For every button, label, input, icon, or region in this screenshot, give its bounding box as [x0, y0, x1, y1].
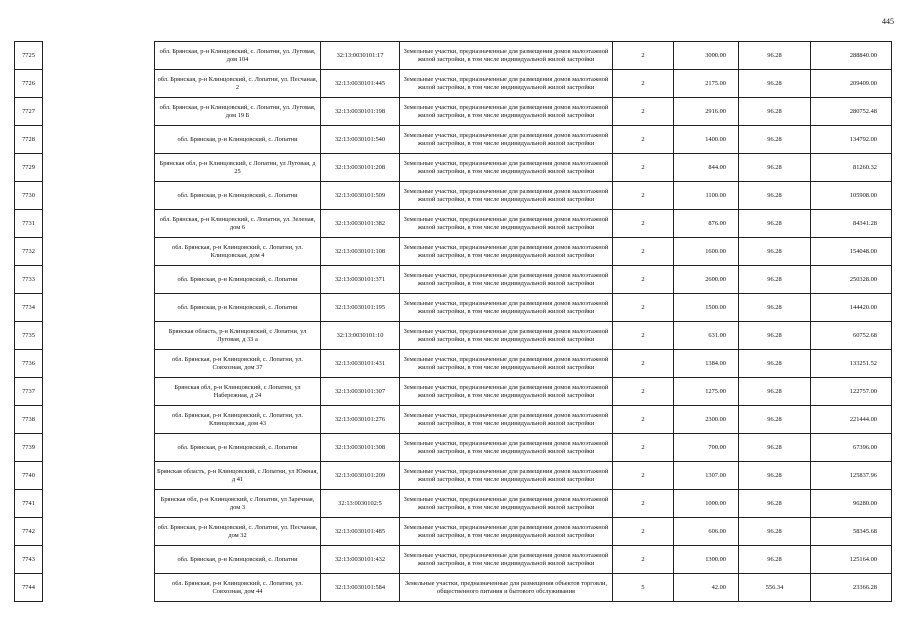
row-number-cell: 7737 [15, 378, 43, 406]
row-number-cell: 7741 [15, 490, 43, 518]
row-number-cell: 7743 [15, 546, 43, 574]
address-cell: обл. Брянская, р-н Клинцовский, с. Лопатни, ул. Зеленая, дом 6 [155, 210, 321, 238]
specific-value-cell: 96.28 [739, 546, 811, 574]
cadastral-value-cell: 144420.00 [811, 294, 892, 322]
specific-value-cell: 96.28 [739, 70, 811, 98]
land-use-cell: Земельные участки, предназначенные для размещения домов малоэтажной жилой застройки, в том числе индивидуальной жилой застройки [400, 238, 613, 266]
area-cell: 42.00 [674, 574, 739, 602]
cadastral-number-cell: 32:13:0030101:308 [321, 434, 400, 462]
cadastral-value-cell: 23366.28 [811, 574, 892, 602]
row-number-cell: 7738 [15, 406, 43, 434]
spacer-cell [43, 266, 155, 294]
address-cell: Брянская обл, р-н Клинцовский, с Лопатни, ул Заречная, дом 3 [155, 490, 321, 518]
land-use-cell: Земельные участки, предназначенные для размещения объектов торговли, общественного питания и бытового обслуживания [400, 574, 613, 602]
cadastral-value-cell: 125164.00 [811, 546, 892, 574]
row-number-cell: 7727 [15, 98, 43, 126]
spacer-cell [43, 546, 155, 574]
spacer-cell [43, 350, 155, 378]
cadastral-number-cell: 32:13:0030101:10 [321, 322, 400, 350]
land-use-cell: Земельные участки, предназначенные для размещения домов малоэтажной жилой застройки, в том числе индивидуальной жилой застройки [400, 154, 613, 182]
row-number-cell: 7740 [15, 462, 43, 490]
specific-value-cell: 96.28 [739, 266, 811, 294]
table-row [15, 350, 892, 378]
area-cell: 1500.00 [674, 294, 739, 322]
cadastral-value-cell: 67396.00 [811, 434, 892, 462]
specific-value-cell: 96.28 [739, 154, 811, 182]
address-cell: Брянская область, р-н Клинцовский, с Лопатни, ул Луговая, д 33 а [155, 322, 321, 350]
specific-value-cell: 96.28 [739, 378, 811, 406]
cadastral-number-cell: 32:13:0030101:509 [321, 182, 400, 210]
area-cell: 700.00 [674, 434, 739, 462]
group-code-cell: 2 [613, 294, 674, 322]
table-row [15, 574, 892, 602]
specific-value-cell: 96.28 [739, 182, 811, 210]
address-cell: Брянская обл, р-н Клинцовский, с Лопатни, ул Луговая, д 25 [155, 154, 321, 182]
cadastral-number-cell: 32:13:0030101:432 [321, 546, 400, 574]
group-code-cell: 2 [613, 98, 674, 126]
address-cell: обл. Брянская, р-н Клинцовский, с. Лопатни, ул. Луговая, дом 19 Б [155, 98, 321, 126]
land-use-cell: Земельные участки, предназначенные для размещения домов малоэтажной жилой застройки, в том числе индивидуальной жилой застройки [400, 42, 613, 70]
table-row [15, 294, 892, 322]
area-cell: 1100.00 [674, 182, 739, 210]
cadastral-value-cell: 81260.32 [811, 154, 892, 182]
area-cell: 2175.00 [674, 70, 739, 98]
specific-value-cell: 96.28 [739, 294, 811, 322]
cadastral-value-cell: 58345.68 [811, 518, 892, 546]
group-code-cell: 5 [613, 574, 674, 602]
land-use-cell: Земельные участки, предназначенные для размещения домов малоэтажной жилой застройки, в том числе индивидуальной жилой застройки [400, 182, 613, 210]
area-cell: 1000.00 [674, 490, 739, 518]
cadastral-value-cell: 60752.68 [811, 322, 892, 350]
row-number-cell: 7732 [15, 238, 43, 266]
group-code-cell: 2 [613, 462, 674, 490]
row-number-cell: 7731 [15, 210, 43, 238]
cadastral-value-cell: 221444.00 [811, 406, 892, 434]
cadastral-value-cell: 125837.96 [811, 462, 892, 490]
row-number-cell: 7730 [15, 182, 43, 210]
cadastral-value-cell: 250328.00 [811, 266, 892, 294]
row-number-cell: 7733 [15, 266, 43, 294]
land-use-cell: Земельные участки, предназначенные для размещения домов малоэтажной жилой застройки, в том числе индивидуальной жилой застройки [400, 294, 613, 322]
table-row [15, 406, 892, 434]
land-use-cell: Земельные участки, предназначенные для размещения домов малоэтажной жилой застройки, в том числе индивидуальной жилой застройки [400, 322, 613, 350]
address-cell: обл. Брянская, р-н Клинцовский, с. Лопатни, ул. Песчаная, дом 32 [155, 518, 321, 546]
specific-value-cell: 96.28 [739, 462, 811, 490]
group-code-cell: 2 [613, 70, 674, 98]
cadastral-number-cell: 32:13:0030101:276 [321, 406, 400, 434]
cadastral-number-cell: 32:13:0030101:209 [321, 462, 400, 490]
cadastral-value-cell: 154048.00 [811, 238, 892, 266]
spacer-cell [43, 322, 155, 350]
address-cell: обл. Брянская, р-н Клинцовский, с. Лопатни, ул. Совхозная, дом 44 [155, 574, 321, 602]
address-cell: обл. Брянская, р-н Клинцовский, с. Лопатни, ул. Луговая, дом 104 [155, 42, 321, 70]
land-use-cell: Земельные участки, предназначенные для размещения домов малоэтажной жилой застройки, в том числе индивидуальной жилой застройки [400, 70, 613, 98]
cadastral-value-cell: 105908.00 [811, 182, 892, 210]
cadastral-value-cell: 134792.00 [811, 126, 892, 154]
specific-value-cell: 96.28 [739, 42, 811, 70]
address-cell: обл. Брянская, р-н Клинцовский, с. Лопатни [155, 182, 321, 210]
table-row [15, 182, 892, 210]
specific-value-cell: 96.28 [739, 518, 811, 546]
table-row [15, 322, 892, 350]
cadastral-number-cell: 32:13:0030101:17 [321, 42, 400, 70]
row-number-cell: 7739 [15, 434, 43, 462]
table-body [15, 42, 892, 602]
specific-value-cell: 96.28 [739, 126, 811, 154]
table-row [15, 266, 892, 294]
group-code-cell: 2 [613, 210, 674, 238]
specific-value-cell: 556.34 [739, 574, 811, 602]
cadastral-number-cell: 32:13:0030101:198 [321, 98, 400, 126]
area-cell: 1600.00 [674, 238, 739, 266]
address-cell: обл. Брянская, р-н Клинцовский, с. Лопатни, ул. Клинцовская, дом 43 [155, 406, 321, 434]
group-code-cell: 2 [613, 518, 674, 546]
cadastral-number-cell: 32:13:0030101:431 [321, 350, 400, 378]
group-code-cell: 2 [613, 378, 674, 406]
spacer-cell [43, 126, 155, 154]
group-code-cell: 2 [613, 126, 674, 154]
address-cell: Брянская область, р-н Клинцовский, с Лопатни, ул Южная, д 41 [155, 462, 321, 490]
group-code-cell: 2 [613, 266, 674, 294]
cadastral-number-cell: 32:13:0030101:208 [321, 154, 400, 182]
spacer-cell [43, 294, 155, 322]
cadastral-number-cell: 32:13:0030101:382 [321, 210, 400, 238]
cadastral-value-cell: 133251.52 [811, 350, 892, 378]
spacer-cell [43, 210, 155, 238]
area-cell: 1275.00 [674, 378, 739, 406]
area-cell: 2600.00 [674, 266, 739, 294]
land-use-cell: Земельные участки, предназначенные для размещения домов малоэтажной жилой застройки, в том числе индивидуальной жилой застройки [400, 490, 613, 518]
area-cell: 2916.00 [674, 98, 739, 126]
area-cell: 1400.00 [674, 126, 739, 154]
spacer-cell [43, 238, 155, 266]
table-row [15, 126, 892, 154]
table-row [15, 462, 892, 490]
table-row [15, 98, 892, 126]
area-cell: 1300.00 [674, 546, 739, 574]
specific-value-cell: 96.28 [739, 98, 811, 126]
address-cell: обл. Брянская, р-н Клинцовский, с. Лопатни [155, 266, 321, 294]
specific-value-cell: 96.28 [739, 322, 811, 350]
cadastral-value-cell: 288840.00 [811, 42, 892, 70]
page-number: 445 [882, 17, 894, 26]
land-use-cell: Земельные участки, предназначенные для размещения домов малоэтажной жилой застройки, в том числе индивидуальной жилой застройки [400, 98, 613, 126]
area-cell: 2300.00 [674, 406, 739, 434]
cadastral-number-cell: 32:13:0030101:584 [321, 574, 400, 602]
group-code-cell: 2 [613, 322, 674, 350]
table-row [15, 378, 892, 406]
address-cell: обл. Брянская, р-н Клинцовский, с. Лопатни [155, 294, 321, 322]
spacer-cell [43, 490, 155, 518]
address-cell: обл. Брянская, р-н Клинцовский, с. Лопатни [155, 434, 321, 462]
spacer-cell [43, 462, 155, 490]
cadastral-number-cell: 32:13:0030101:485 [321, 518, 400, 546]
cadastral-number-cell: 32:13:0030101:195 [321, 294, 400, 322]
table-row [15, 42, 892, 70]
land-use-cell: Земельные участки, предназначенные для размещения домов малоэтажной жилой застройки, в том числе индивидуальной жилой застройки [400, 406, 613, 434]
group-code-cell: 2 [613, 434, 674, 462]
land-use-cell: Земельные участки, предназначенные для размещения домов малоэтажной жилой застройки, в том числе индивидуальной жилой застройки [400, 546, 613, 574]
area-cell: 3000.00 [674, 42, 739, 70]
area-cell: 844.00 [674, 154, 739, 182]
group-code-cell: 2 [613, 154, 674, 182]
group-code-cell: 2 [613, 238, 674, 266]
group-code-cell: 2 [613, 182, 674, 210]
cadastral-number-cell: 32:13:0030101:307 [321, 378, 400, 406]
land-use-cell: Земельные участки, предназначенные для размещения домов малоэтажной жилой застройки, в том числе индивидуальной жилой застройки [400, 518, 613, 546]
land-use-cell: Земельные участки, предназначенные для размещения домов малоэтажной жилой застройки, в том числе индивидуальной жилой застройки [400, 378, 613, 406]
spacer-cell [43, 518, 155, 546]
specific-value-cell: 96.28 [739, 434, 811, 462]
spacer-cell [43, 182, 155, 210]
cadastral-value-cell: 96280.00 [811, 490, 892, 518]
specific-value-cell: 96.28 [739, 238, 811, 266]
row-number-cell: 7742 [15, 518, 43, 546]
table-row [15, 154, 892, 182]
group-code-cell: 2 [613, 546, 674, 574]
row-number-cell: 7726 [15, 70, 43, 98]
spacer-cell [43, 98, 155, 126]
spacer-cell [43, 42, 155, 70]
land-use-cell: Земельные участки, предназначенные для размещения домов малоэтажной жилой застройки, в том числе индивидуальной жилой застройки [400, 266, 613, 294]
address-cell: обл. Брянская, р-н Клинцовский, с. Лопатни [155, 126, 321, 154]
cadastral-value-cell: 84341.28 [811, 210, 892, 238]
spacer-cell [43, 154, 155, 182]
table-row [15, 70, 892, 98]
land-use-cell: Земельные участки, предназначенные для размещения домов малоэтажной жилой застройки, в том числе индивидуальной жилой застройки [400, 210, 613, 238]
address-cell: обл. Брянская, р-н Клинцовский, с. Лопатни, ул. Песчаная, 2 [155, 70, 321, 98]
spacer-cell [43, 434, 155, 462]
area-cell: 1384.00 [674, 350, 739, 378]
row-number-cell: 7728 [15, 126, 43, 154]
address-cell: обл. Брянская, р-н Клинцовский, с. Лопатни [155, 546, 321, 574]
area-cell: 876.00 [674, 210, 739, 238]
area-cell: 606.00 [674, 518, 739, 546]
specific-value-cell: 96.28 [739, 406, 811, 434]
cadastral-number-cell: 32:13:0030101:371 [321, 266, 400, 294]
address-cell: Брянская обл, р-н Клинцовский, с Лопатни, ул Набережная, д 24 [155, 378, 321, 406]
spacer-cell [43, 406, 155, 434]
group-code-cell: 2 [613, 406, 674, 434]
row-number-cell: 7736 [15, 350, 43, 378]
cadastral-value-table [14, 41, 892, 602]
spacer-cell [43, 70, 155, 98]
row-number-cell: 7735 [15, 322, 43, 350]
cadastral-value-cell: 209409.00 [811, 70, 892, 98]
land-use-cell: Земельные участки, предназначенные для размещения домов малоэтажной жилой застройки, в том числе индивидуальной жилой застройки [400, 434, 613, 462]
specific-value-cell: 96.28 [739, 210, 811, 238]
spacer-cell [43, 574, 155, 602]
cadastral-number-cell: 32:13:0030102:5 [321, 490, 400, 518]
address-cell: обл. Брянская, р-н Клинцовский, с. Лопатни, ул. Клинцовская, дом 4 [155, 238, 321, 266]
cadastral-number-cell: 32:13:0030101:445 [321, 70, 400, 98]
cadastral-value-cell: 280752.48 [811, 98, 892, 126]
cadastral-number-cell: 32:13:0030101:108 [321, 238, 400, 266]
table-row [15, 546, 892, 574]
row-number-cell: 7725 [15, 42, 43, 70]
table-row [15, 490, 892, 518]
group-code-cell: 2 [613, 490, 674, 518]
spacer-cell [43, 378, 155, 406]
row-number-cell: 7734 [15, 294, 43, 322]
land-use-cell: Земельные участки, предназначенные для размещения домов малоэтажной жилой застройки, в том числе индивидуальной жилой застройки [400, 350, 613, 378]
table-row [15, 518, 892, 546]
specific-value-cell: 96.28 [739, 490, 811, 518]
group-code-cell: 2 [613, 350, 674, 378]
group-code-cell: 2 [613, 42, 674, 70]
row-number-cell: 7744 [15, 574, 43, 602]
land-use-cell: Земельные участки, предназначенные для размещения домов малоэтажной жилой застройки, в том числе индивидуальной жилой застройки [400, 462, 613, 490]
cadastral-value-cell: 122757.00 [811, 378, 892, 406]
specific-value-cell: 96.28 [739, 350, 811, 378]
area-cell: 631.00 [674, 322, 739, 350]
table-row [15, 238, 892, 266]
row-number-cell: 7729 [15, 154, 43, 182]
cadastral-number-cell: 32:13:0030101:540 [321, 126, 400, 154]
land-use-cell: Земельные участки, предназначенные для размещения домов малоэтажной жилой застройки, в том числе индивидуальной жилой застройки [400, 126, 613, 154]
address-cell: обл. Брянская, р-н Клинцовский, с. Лопатни, ул. Совхозная, дом 37 [155, 350, 321, 378]
area-cell: 1307.00 [674, 462, 739, 490]
table-row [15, 210, 892, 238]
table-row [15, 434, 892, 462]
